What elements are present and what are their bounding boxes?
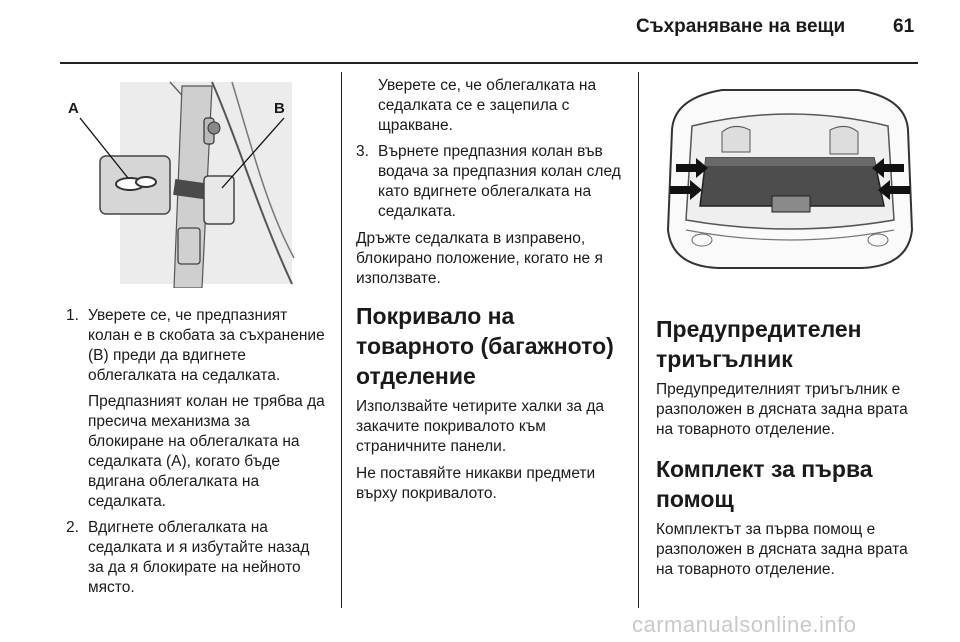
- list-item-1-note: Предпазният колан не трябва да пресича механизма за блокиране на облегалката на седалката (A), когато бъде вдигана облегалката на седалката.: [88, 393, 325, 510]
- heading-first-aid-kit: Комплект за първа помощ: [656, 456, 873, 512]
- column-1: [66, 306, 326, 598]
- column-divider-1: [341, 72, 342, 608]
- list-item-1: [66, 306, 326, 512]
- cargo-cover-figure: [662, 80, 918, 272]
- list-item-2: [66, 518, 326, 598]
- paragraph-first-aid-kit: Комплектът за първа помощ е разположен в дясната задна врата на товарното отделение.: [656, 521, 908, 578]
- column-3: [656, 314, 918, 587]
- heading-cargo-cover: Покривало на товарното (багажното) отделение: [356, 303, 614, 389]
- list-item-2-text: Вдигнете облегалката на седалката и я избутайте назад за да я блокирате на нейното място.: [88, 519, 310, 596]
- figure-label-b: B: [274, 100, 285, 117]
- paragraph-cargo-warning: Не поставяйте никакви предмети върху покривалото.: [356, 465, 596, 502]
- header-rule: [60, 62, 918, 64]
- watermark: carmanualsonline.info: [632, 612, 857, 637]
- list-item-3: [356, 142, 628, 222]
- paragraph-seat-upright: Дръжте седалката в изправено, блокирано положение, когато не я използвате.: [356, 230, 603, 287]
- paragraph-cargo-rings: Използвайте четирите халки за да закачите покривалото към страничните панели.: [356, 398, 605, 455]
- column-2: [356, 76, 628, 511]
- paragraph-warning-triangle: Предупредителният триъгълник е разположен в дясната задна врата на товарното отделение.: [656, 381, 908, 438]
- list-item-1-text: Уверете се, че предпазният колан е в скобата за съхранение (B) преди да вдигнете облегалката на седалката.: [88, 307, 325, 384]
- list-item-3-text: Върнете предпазния колан във водача за предпазния колан след като вдигнете облегалката на седалката.: [378, 143, 621, 220]
- heading-warning-triangle: Предупредителен триъгълник: [656, 316, 862, 372]
- list-item-2-continued: [356, 76, 628, 136]
- page-number: 61: [893, 16, 915, 37]
- column-divider-2: [638, 72, 639, 608]
- list-number-1: 1.: [66, 307, 79, 324]
- list-number-2: 2.: [66, 519, 79, 536]
- list-item-2-continued-text: Уверете се, че облегалката на седалката се е зацепила с щракване.: [378, 77, 597, 134]
- seat-belt-figure: [62, 78, 302, 288]
- page-header-title: Съхраняване на вещи: [636, 16, 846, 37]
- figure-label-a: A: [68, 100, 79, 117]
- list-number-3: 3.: [356, 143, 369, 160]
